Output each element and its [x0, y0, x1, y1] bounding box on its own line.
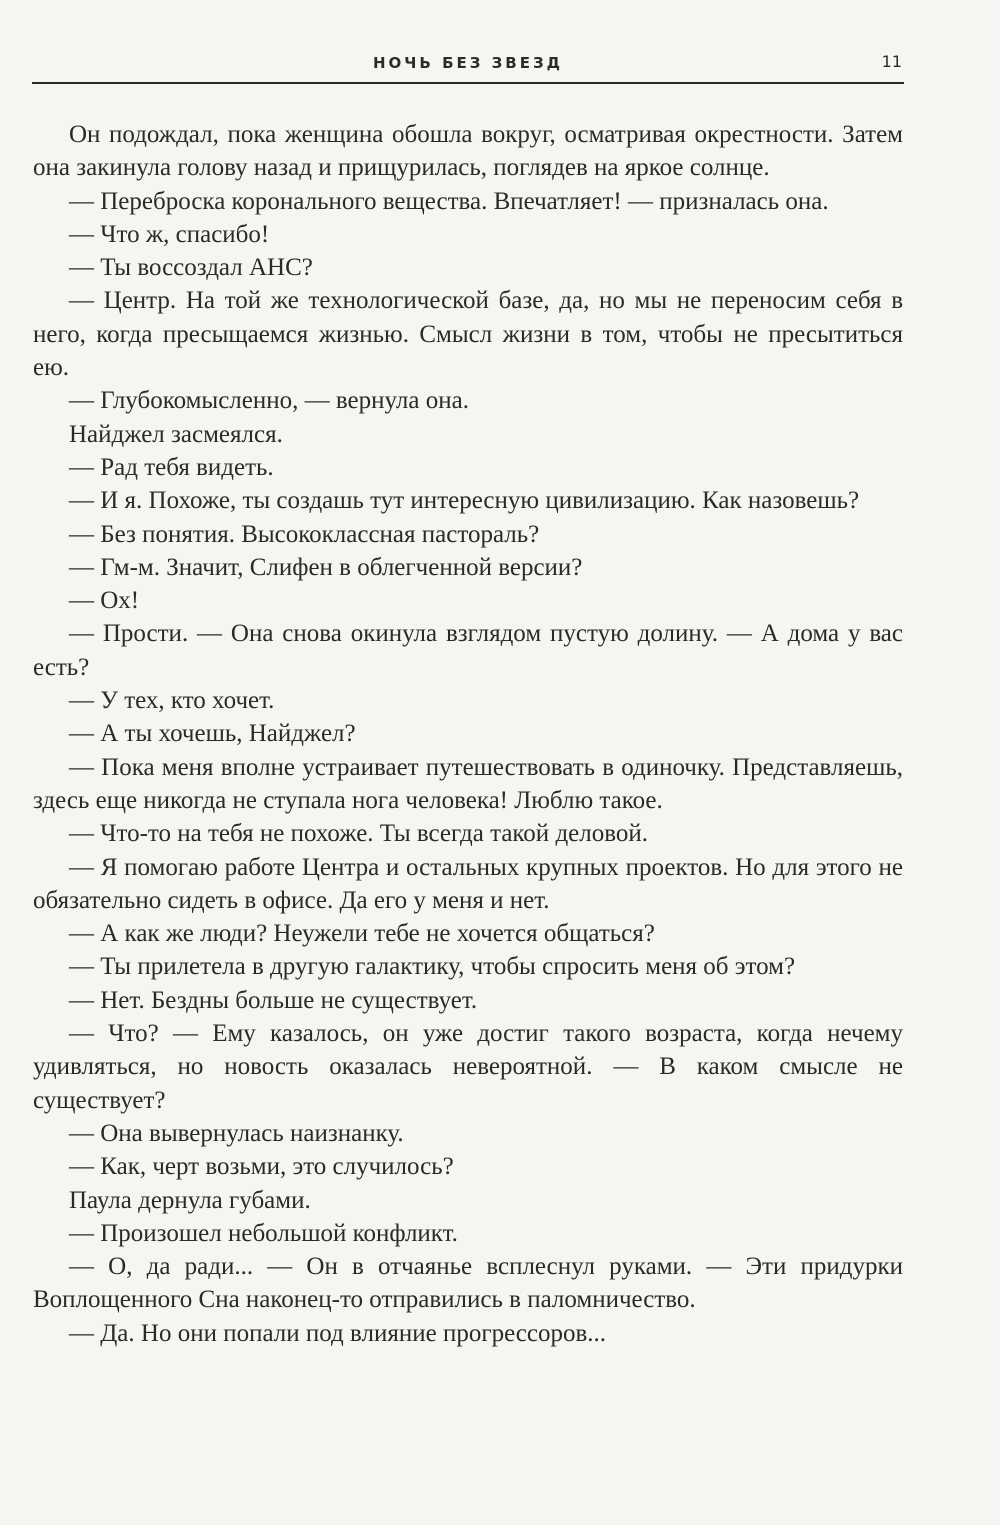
paragraph: — Ты прилетела в другую галактику, чтобы спросить меня об этом? [69, 953, 796, 981]
paragraph: — У тех, кто хочет. [69, 687, 275, 715]
paragraph: — Как, черт возьми, это случилось? [69, 1153, 454, 1181]
paragraph: — Что-то на тебя не похоже. Ты всегда такой деловой. [69, 820, 648, 848]
paragraph: — Рад тебя видеть. [69, 453, 274, 481]
paragraph: — Ты воссоздал АНС? [69, 254, 313, 282]
paragraph: — Произошел небольшой конфликт. [69, 1219, 458, 1247]
paragraph: — Что? — Ему казалось, он уже достиг такого возраста, когда нечему удивляться, но новость оказалась невероятной. — В каком смысле не существует? [33, 1020, 903, 1114]
paragraph: — Центр. На той же технологической базе, да, но мы не переносим себя в него, когда пресыщаемся жизнью. Смысл жизни в том, чтобы не пресытиться ею. [33, 287, 903, 382]
text-body [33, 118, 903, 1350]
paragraph: — Переброска коронального вещества. Впечатляет! — призналась она. [69, 187, 829, 215]
paragraph: Он подождал, пока женщина обошла вокруг, осматривая окрестности. Затем она закинула голову назад и прищурилась, поглядев на яркое солнце. [33, 121, 903, 182]
paragraph: — Пока меня вполне устраивает путешествовать в одиночку. Представляешь, здесь еще никогда не ступала нога человека! Люблю такое. [33, 753, 903, 814]
running-title: НОЧЬ БЕЗ ЗВЕЗД [373, 54, 563, 72]
paragraph: — Гм-м. Значит, Слифен в облегченной версии? [69, 553, 583, 581]
paragraph: — Что ж, спасибо! [69, 220, 270, 248]
paragraph: Паула дернула губами. [69, 1186, 311, 1214]
paragraph: — Без понятия. Высококлассная пастораль? [69, 520, 540, 548]
paragraph: — Прости. — Она снова окинула взглядом пустую долину. — А дома у вас есть? [33, 620, 903, 681]
paragraph: — Я помогаю работе Центра и остальных крупных проектов. Но для этого не обязательно сидеть в офисе. Да его у меня и нет. [33, 853, 903, 914]
paragraph: Найджел засмеялся. [69, 420, 283, 448]
running-head [32, 46, 904, 84]
paragraph: — И я. Похоже, ты создашь тут интересную цивилизацию. Как назовешь? [69, 487, 860, 515]
paragraph: — А как же люди? Неужели тебе не хочется общаться? [69, 920, 655, 948]
paragraph: — Она вывернулась наизнанку. [69, 1119, 404, 1147]
paragraph: — О, да ради... — Он в отчаянье всплеснул руками. — Эти придурки Воплощенного Сна наконец-то отправились в паломничество. [33, 1253, 903, 1314]
paragraph: — Да. Но они попали под влияние прогрессоров... [69, 1319, 607, 1347]
paragraph: — Нет. Бездны больше не существует. [69, 986, 478, 1014]
paragraph: — Глубокомысленно, — вернула она. [69, 387, 469, 415]
paragraph: — А ты хочешь, Найджел? [69, 720, 356, 748]
page-number: 11 [881, 52, 902, 71]
paragraph: — Ох! [69, 587, 140, 615]
